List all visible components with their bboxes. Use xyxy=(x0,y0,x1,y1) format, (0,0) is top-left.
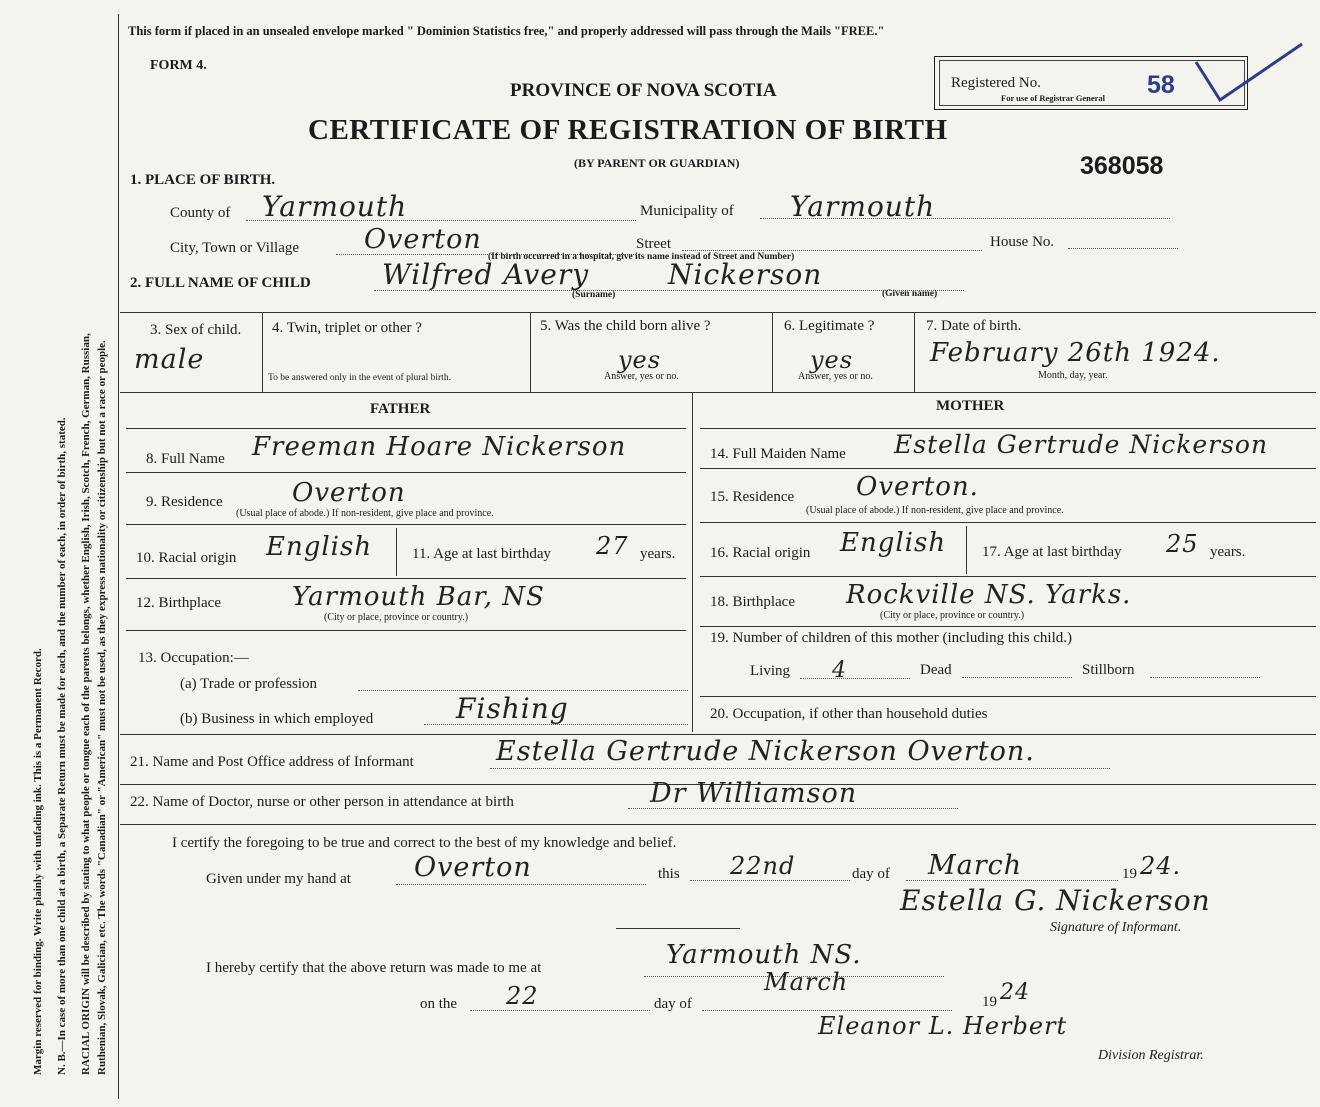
mother-years: years. xyxy=(1210,544,1246,560)
father-birthplace: Yarmouth Bar, NS xyxy=(292,582,545,612)
surname-note: (Surname) xyxy=(572,290,616,300)
informant-line xyxy=(490,768,1110,769)
mail-notice: This form if placed in an unsealed envelope marked " Dominion Statistics free," and properly addressed will pass through the Mails "FREE." xyxy=(128,24,885,38)
f-race-div xyxy=(396,528,397,576)
father-name: Freeman Hoare Nickerson xyxy=(252,432,627,462)
doctor-label: 22. Name of Doctor, nurse or other person in attendance at birth xyxy=(130,794,514,810)
mother-occ-label: 20. Occupation, if other than household duties xyxy=(710,706,988,722)
registrar-month-line xyxy=(702,1010,952,1011)
registrar-month: March xyxy=(764,968,849,996)
stillborn-label: Stillborn xyxy=(1082,662,1135,678)
rule-v3 xyxy=(772,312,773,392)
rule-row3-bottom xyxy=(120,392,1316,393)
m-rule5 xyxy=(700,626,1316,627)
father-business-label: (b) Business in which employed xyxy=(180,711,374,727)
margin-racial-origin-note-2: Ruthenian, Slovak, Galician, etc. The words "Canadian" or "American" must not be used, as they express nationality or citizenship but not a race or people. xyxy=(96,340,108,1075)
children-label: 19. Number of children of this mother (including this child.) xyxy=(710,630,1073,646)
day-of-label: day of xyxy=(852,866,890,882)
this-label: this xyxy=(658,866,680,882)
registrar-day-of-label: day of xyxy=(654,996,692,1012)
doctor-value: Dr Williamson xyxy=(650,778,858,809)
father-business: Fishing xyxy=(456,692,569,725)
mother-name-label: 14. Full Maiden Name xyxy=(710,446,846,462)
municipality-label: Municipality of xyxy=(640,203,734,219)
twin-label: 4. Twin, triplet or other ? xyxy=(272,320,422,336)
cert-month: March xyxy=(928,850,1023,881)
mother-birth-label: 18. Birthplace xyxy=(710,594,795,610)
registered-note: For use of Registrar General xyxy=(1001,93,1106,103)
father-race: English xyxy=(266,532,373,562)
mother-name: Estella Gertrude Nickerson xyxy=(894,430,1269,459)
dob-label: 7. Date of birth. xyxy=(926,318,1022,334)
rule-informant-top xyxy=(120,734,1316,735)
registrar-signature-label: Division Registrar. xyxy=(1098,1048,1204,1063)
margin-notes xyxy=(0,0,118,1107)
certify-text: I certify the foregoing to be true and correct to the best of my knowledge and belief. xyxy=(172,835,677,851)
checkmark-icon xyxy=(1192,40,1312,110)
alive-value: yes xyxy=(618,346,662,374)
registrar-day: 22 xyxy=(506,982,539,1010)
father-trade-label: (a) Trade or profession xyxy=(180,676,318,692)
province-heading: PROVINCE OF NOVA SCOTIA xyxy=(510,80,777,101)
legit-label: 6. Legitimate ? xyxy=(784,318,875,334)
father-residence: Overton xyxy=(292,478,406,508)
day-line xyxy=(690,880,850,881)
mother-residence: Overton. xyxy=(856,472,979,502)
dob-value: February 26th 1924. xyxy=(930,338,1221,368)
father-years: years. xyxy=(640,546,676,562)
sex-label: 3. Sex of child. xyxy=(150,322,242,338)
father-occ-label: 13. Occupation:— xyxy=(138,650,249,666)
cert-day: 22nd xyxy=(730,852,796,880)
m-rule6 xyxy=(700,696,1316,697)
house-line xyxy=(1068,248,1178,249)
hospital-note: (If birth occurred in a hospital, give its name instead of Street and Number) xyxy=(488,252,795,262)
given-place: Overton xyxy=(414,852,532,883)
m-rule1 xyxy=(700,428,1316,429)
given-name-note: (Given name) xyxy=(882,289,938,299)
trade-line xyxy=(358,690,688,691)
informant-label: 21. Name and Post Office address of Informant xyxy=(130,754,414,770)
child-surname: Nickerson xyxy=(668,258,823,291)
father-heading: FATHER xyxy=(370,401,431,417)
dob-note: Month, day, year. xyxy=(1038,370,1108,381)
father-birth-label: 12. Birthplace xyxy=(136,595,221,611)
form-number: FORM 4. xyxy=(150,58,207,73)
mother-race: English xyxy=(840,528,947,558)
stillborn-line xyxy=(1150,677,1260,678)
county-label: County of xyxy=(170,205,231,221)
alive-label: 5. Was the child born alive ? xyxy=(540,318,711,334)
m-rule4 xyxy=(700,576,1316,577)
registered-label: Registered No. xyxy=(951,75,1041,91)
registrar-year: 24 xyxy=(1000,980,1030,1005)
cert-year: 24. xyxy=(1140,852,1182,880)
rule-v2 xyxy=(530,312,531,392)
living-line xyxy=(800,678,910,679)
informant-value: Estella Gertrude Nickerson Overton. xyxy=(496,736,1035,767)
child-name-label: 2. FULL NAME OF CHILD xyxy=(130,275,311,291)
m-rule3 xyxy=(700,522,1316,523)
twin-note: To be answered only in the event of plural birth. xyxy=(268,373,451,383)
street-line xyxy=(682,250,982,251)
street-label: Street xyxy=(636,236,671,252)
margin-multiple-birth-note: N. B.—In case of more than one child at a birth, a Separate Return must be made for each, and the number of each, in order of birth, stated. xyxy=(56,417,68,1075)
f-rule3 xyxy=(126,524,686,525)
father-age: 27 xyxy=(596,532,629,560)
mother-race-label: 16. Racial origin xyxy=(710,545,811,561)
rule-short xyxy=(616,928,740,929)
m-race-div xyxy=(966,526,967,574)
registrar-place: Yarmouth NS. xyxy=(666,940,862,970)
sex-value: male xyxy=(134,344,205,375)
living-value: 4 xyxy=(832,658,847,683)
child-given-name: Wilfred Avery xyxy=(382,258,590,291)
dead-line xyxy=(962,677,1072,678)
margin-racial-origin-note: RACIAL ORIGIN will be described by stating to what people or tongue each of the parents belongs, whether English, Irish, Scotch, French, German, Russian, xyxy=(80,333,92,1075)
serial-number: 368058 xyxy=(1080,152,1164,180)
father-age-label: 11. Age at last birthday xyxy=(412,546,551,562)
alive-note: Answer, yes or no. xyxy=(604,371,679,382)
county-value: Yarmouth xyxy=(262,190,408,223)
year-prefix: 19 xyxy=(1122,866,1137,882)
rule-v4 xyxy=(914,312,915,392)
municipality-value: Yarmouth xyxy=(790,190,936,223)
father-res-note: (Usual place of abode.) If non-resident, give place and province. xyxy=(236,508,494,519)
registrar-on-label: on the xyxy=(420,996,458,1012)
registered-number: 58 xyxy=(1147,71,1175,99)
place-heading: 1. PLACE OF BIRTH. xyxy=(130,172,276,188)
house-label: House No. xyxy=(990,234,1055,250)
registrar-day-line xyxy=(470,1010,650,1011)
mother-birth-note: (City or place, province or country.) xyxy=(880,610,1025,621)
given-line xyxy=(396,884,646,885)
f-rule4 xyxy=(126,578,686,579)
informant-signature: Estella G. Nickerson xyxy=(900,884,1211,917)
margin-binding-note: Margin reserved for binding. Write plainly with unfading ink. This is a Permanent Record. xyxy=(32,648,44,1075)
registrar-year-prefix: 19 xyxy=(982,994,997,1010)
legit-value: yes xyxy=(810,346,854,374)
rule-v1 xyxy=(262,312,263,392)
mother-age-label: 17. Age at last birthday xyxy=(982,544,1122,560)
living-label: Living xyxy=(750,663,790,679)
mother-res-label: 15. Residence xyxy=(710,489,795,505)
father-birth-note: (City or place, province or country.) xyxy=(324,612,469,623)
informant-signature-label: Signature of Informant. xyxy=(1050,920,1182,935)
margin-rule xyxy=(118,14,119,1099)
f-rule1 xyxy=(126,428,686,429)
m-rule2 xyxy=(700,468,1316,469)
registrar-text: I hereby certify that the above return was made to me at xyxy=(206,960,542,976)
city-value: Overton xyxy=(364,224,482,255)
registrar-signature: Eleanor L. Herbert xyxy=(818,1012,1068,1040)
mother-age: 25 xyxy=(1166,530,1199,558)
f-rule5 xyxy=(126,630,686,631)
rule-doctor-bottom xyxy=(120,824,1316,825)
page-subtitle: (BY PARENT OR GUARDIAN) xyxy=(574,156,740,170)
rule-row3-top xyxy=(120,312,1316,313)
legit-note: Answer, yes or no. xyxy=(798,371,873,382)
mother-res-note: (Usual place of abode.) If non-resident, give place and province. xyxy=(806,505,1064,516)
father-name-label: 8. Full Name xyxy=(146,451,225,467)
city-label: City, Town or Village xyxy=(170,240,300,256)
dead-label: Dead xyxy=(920,662,952,678)
mother-heading: MOTHER xyxy=(936,398,1005,414)
given-label: Given under my hand at xyxy=(206,871,351,887)
father-race-label: 10. Racial origin xyxy=(136,550,237,566)
f-rule2 xyxy=(126,472,686,473)
page-title: CERTIFICATE OF REGISTRATION OF BIRTH xyxy=(308,114,948,146)
mother-birthplace: Rockville NS. Yarks. xyxy=(846,580,1132,610)
parent-divider xyxy=(692,392,693,732)
father-res-label: 9. Residence xyxy=(146,494,223,510)
